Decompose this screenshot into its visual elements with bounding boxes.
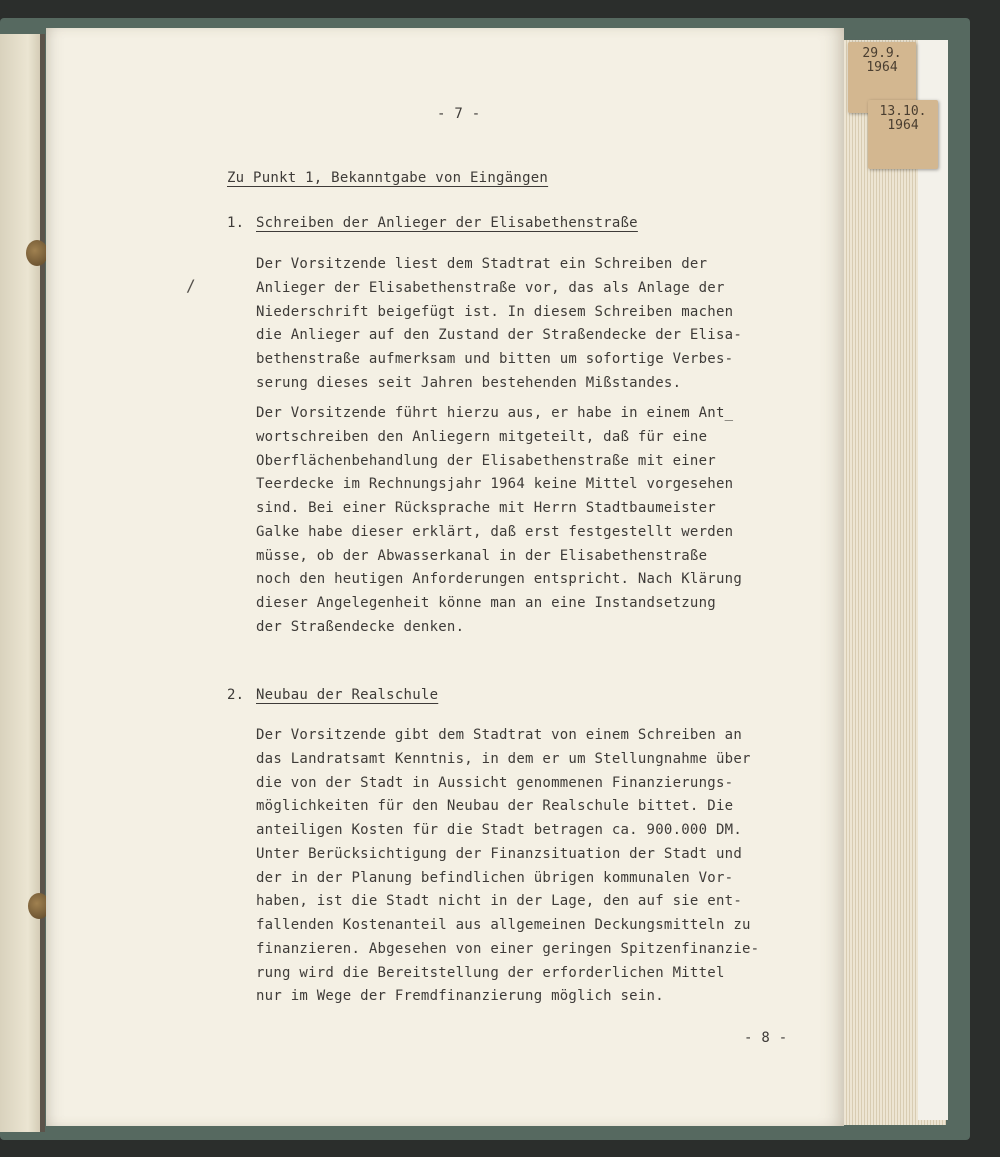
margin-mark: / <box>186 276 196 295</box>
text-line: Oberflächenbehandlung der Elisabethenstraße mit einer <box>256 452 716 469</box>
text-line: Niederschrift beigefügt ist. In diesem Schreiben machen <box>256 303 734 320</box>
page-edge <box>918 40 948 1120</box>
text-line: bethenstraße aufmerksam und bitten um sofortige Verbes- <box>256 351 734 367</box>
text-line: sind. Bei einer Rücksprache mit Herrn Stadtbaumeister <box>256 500 716 516</box>
date-tab-2-line2: 1964 <box>887 118 919 133</box>
text-line: die Anlieger auf den Zustand der Straßendecke der Elisa- <box>256 327 743 344</box>
binder-ring-top <box>26 240 48 266</box>
page-number-next: - 8 - <box>744 1030 788 1046</box>
text-line: der Straßendecke denken. <box>256 618 465 635</box>
text-line: Anlieger der Elisabethenstraße vor, das als Anlage der <box>256 279 725 296</box>
text-line: finanzieren. Abgesehen von einer geringen Spitzenfinanzie- <box>256 940 760 957</box>
text-line: möglichkeiten für den Neubau der Realschule bittet. Die <box>256 798 734 815</box>
date-tab-1-line2: 1964 <box>866 60 898 75</box>
text-line: wortschreiben den Anliegern mitgeteilt, daß für eine <box>256 428 708 445</box>
text-line: serung dieses seit Jahren bestehenden Mißstandes. <box>256 374 682 391</box>
item-number: 2. <box>227 687 245 703</box>
text-line: Der Vorsitzende führt hierzu aus, er habe in einem Ant_ <box>256 405 734 421</box>
text-line: das Landratsamt Kenntnis, in dem er um Stellungnahme über <box>256 750 751 767</box>
item-number: 1. <box>227 215 245 231</box>
item-title: Schreiben der Anlieger der Elisabethenstraße <box>256 215 638 231</box>
text-line: Der Vorsitzende gibt dem Stadtrat von einem Schreiben an <box>256 727 743 743</box>
text-line: anteiligen Kosten für die Stadt betragen ca. 900.000 DM. <box>256 822 743 838</box>
text-line: nur im Wege der Fremdfinanzierung möglich sein. <box>256 988 664 1005</box>
left-page-edge <box>0 34 42 1132</box>
text-line: dieser Angelegenheit könne man an eine Instandsetzung <box>256 595 716 611</box>
section-heading: Zu Punkt 1, Bekanntgabe von Eingängen <box>227 170 549 186</box>
text-line: Der Vorsitzende liest dem Stadtrat ein Schreiben der <box>256 256 708 272</box>
text-line: noch den heutigen Anforderungen entspricht. Nach Klärung <box>256 571 743 588</box>
date-tab-2[interactable] <box>868 100 938 169</box>
text-line: müsse, ob der Abwasserkanal in der Elisabethenstraße <box>256 547 708 564</box>
text-line: haben, ist die Stadt nicht in der Lage, den auf sie ent- <box>256 893 743 910</box>
date-tab-1-line1: 29.9. <box>862 46 902 61</box>
text-line: Unter Berücksichtigung der Finanzsituation der Stadt und <box>256 845 743 862</box>
item-title: Neubau der Realschule <box>256 687 439 703</box>
text-line: Galke habe dieser erklärt, daß erst festgestellt werden <box>256 523 734 540</box>
text-line: rung wird die Bereitstellung der erforderlichen Mittel <box>256 964 725 981</box>
text-line: die von der Stadt in Aussicht genommenen Finanzierungs- <box>256 774 734 791</box>
text-line: fallenden Kostenanteil aus allgemeinen Deckungsmitteln zu <box>256 917 751 933</box>
page-number-top: - 7 - <box>437 106 481 122</box>
binding-spine <box>40 34 45 1132</box>
text-line: Teerdecke im Rechnungsjahr 1964 keine Mittel vorgesehen <box>256 476 734 493</box>
text-line: der in der Planung befindlichen übrigen kommunalen Vor- <box>256 869 734 886</box>
date-tab-2-line1: 13.10. <box>879 104 927 119</box>
